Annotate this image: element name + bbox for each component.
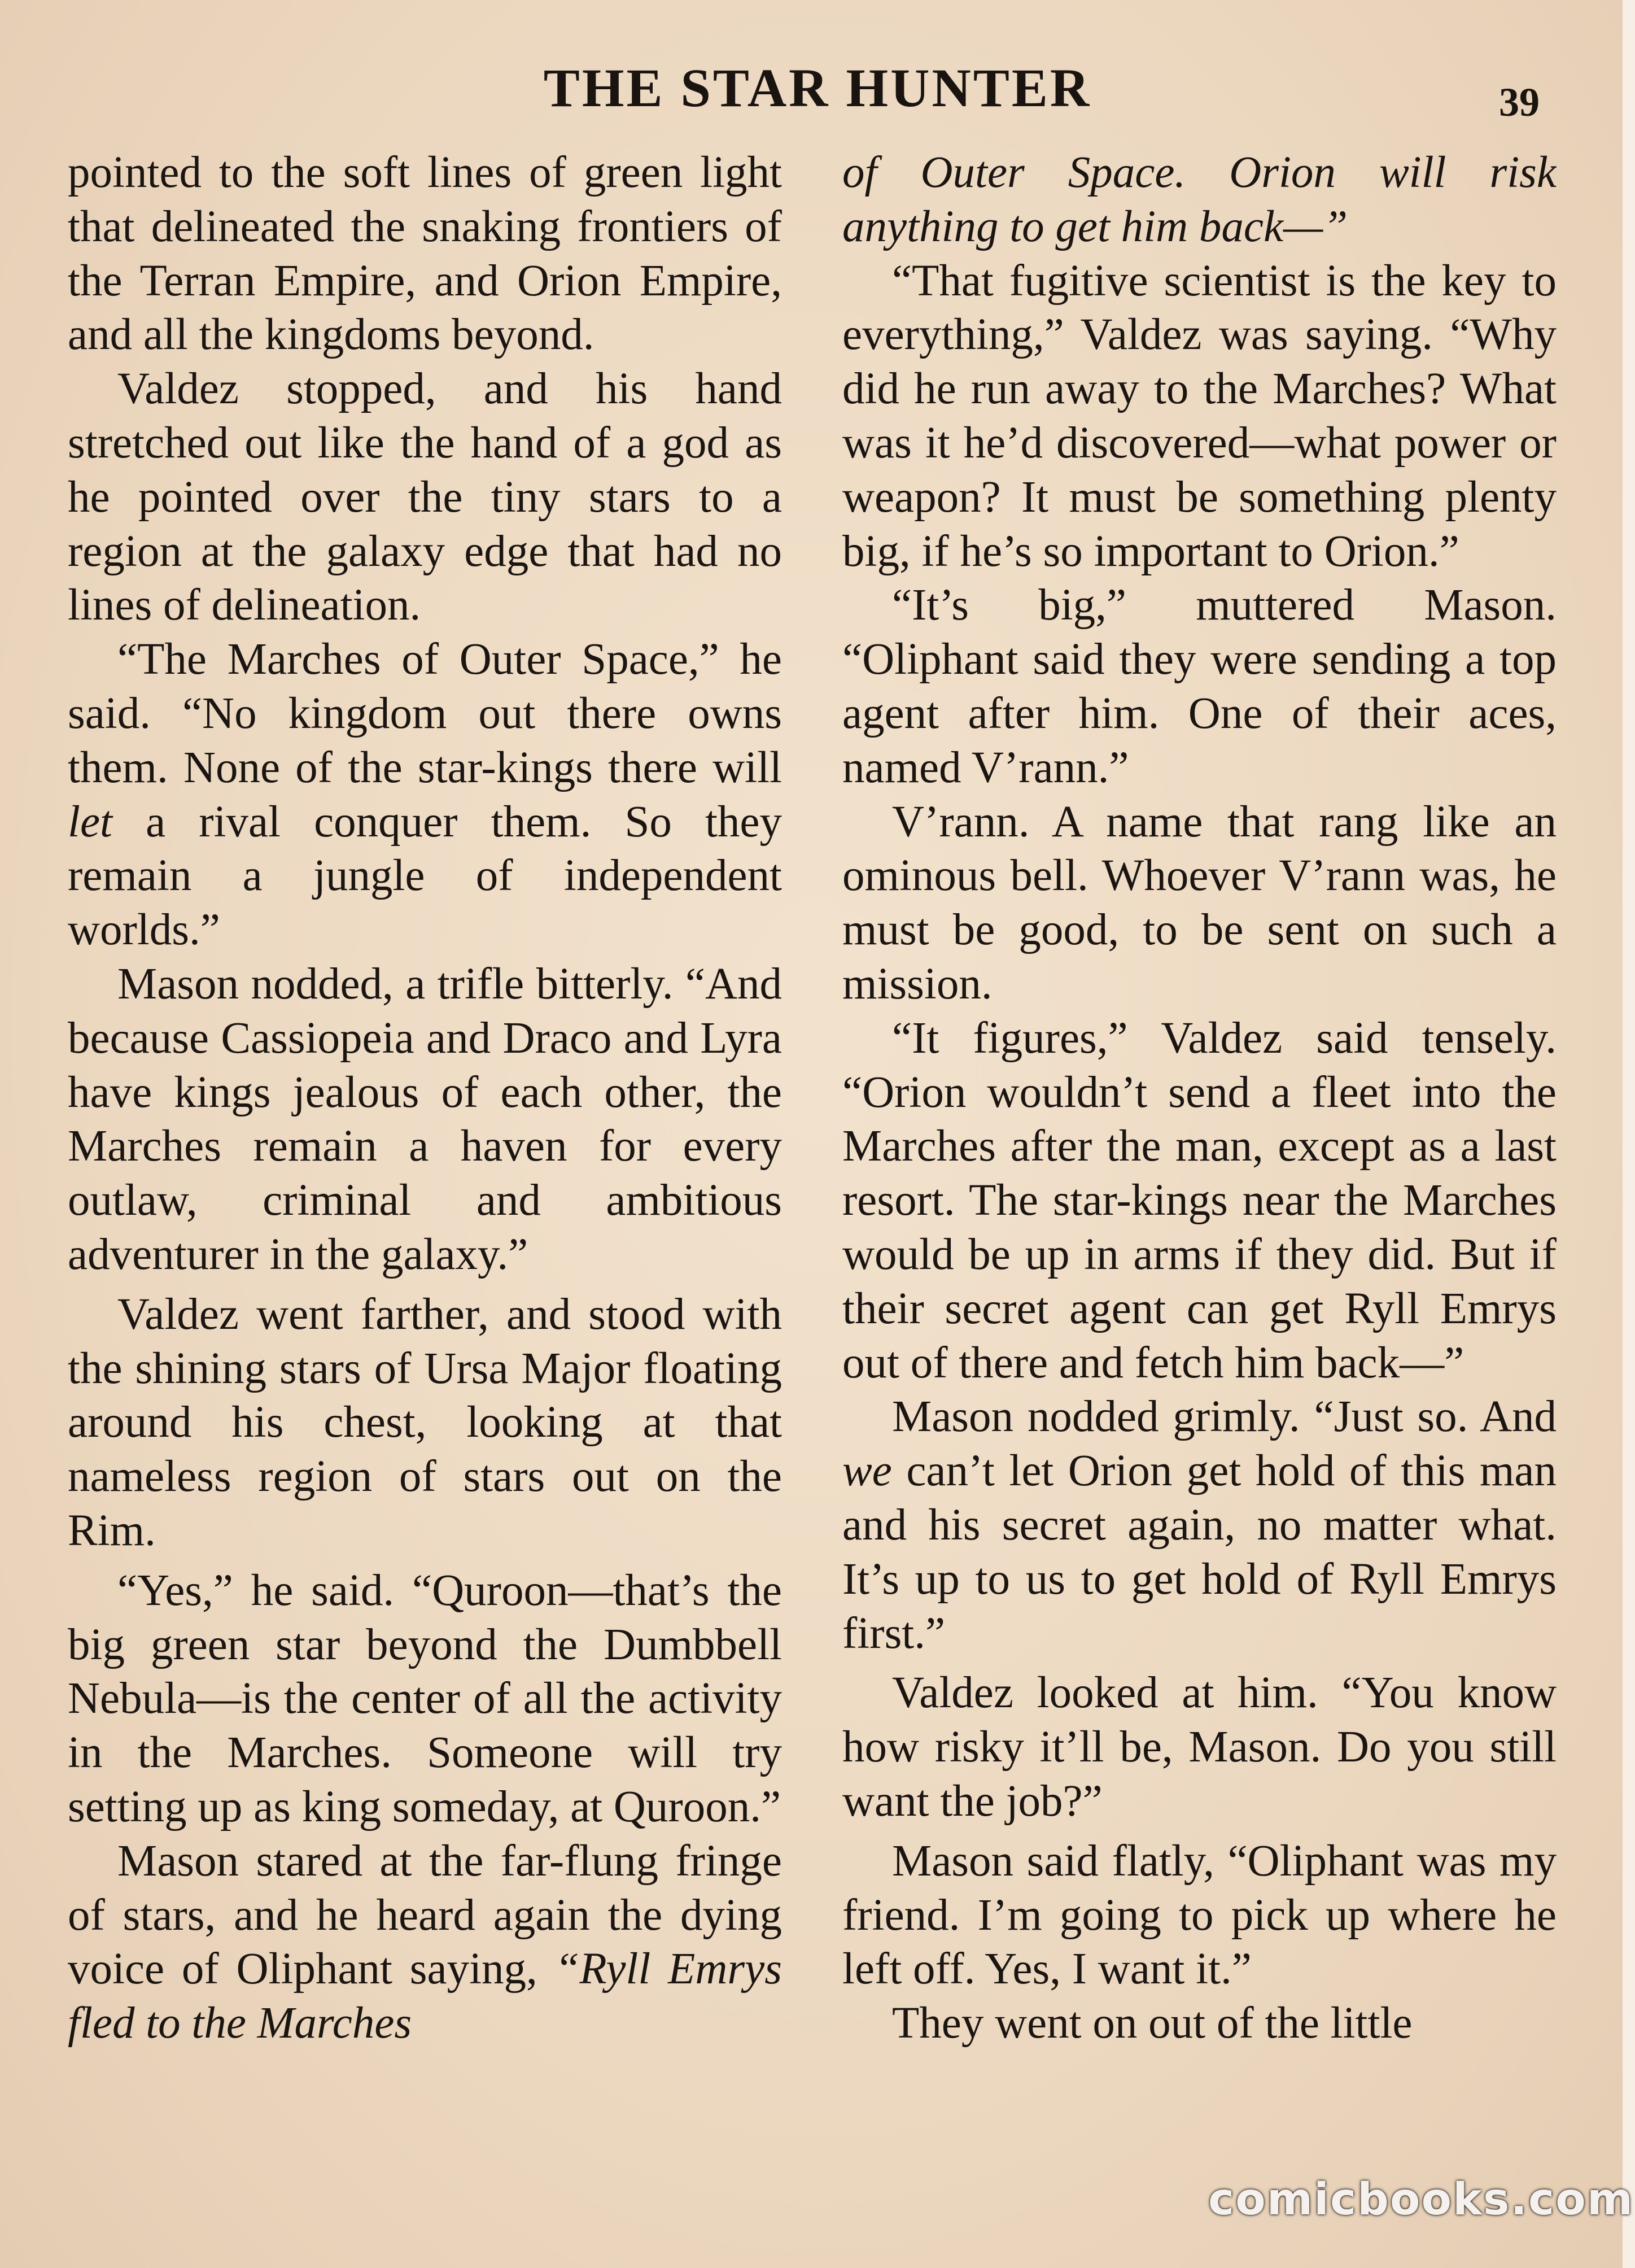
text-run: Mason stared at the far-flung fringe of stars, and he heard again the dying voice of Oliphant saying,: [68, 1836, 782, 1994]
running-head: THE STAR HUNTER: [543, 58, 1092, 118]
text-run: can’t let Orion get hold of this man and his secret again, no matter what. It’s up to us to get hold of Ryll Emrys first.”: [842, 1446, 1557, 1658]
paragraph: They went on out of the little: [892, 1999, 1413, 2048]
paragraph: “That fugitive scientist is the key to everything,” Valdez was saying. “Why did he run away to the Marches? What was it he’d discovered—what power or weapon? It must be something plenty big, if he’s so important to Orion.”: [842, 256, 1557, 576]
paragraph: pointed to the soft lines of green light that delineated the snaking frontiers of the Terran Empire, and Orion Empire, and all the kingdoms beyond.: [68, 148, 782, 360]
paragraph: “It’s big,” muttered Mason. “Oliphant said they were sending a top agent after him. One of their aces, named V’rann.”: [842, 581, 1557, 792]
paragraph: Valdez looked at him. “You know how risky it’ll be, Mason. Do you still want the job?”: [842, 1668, 1557, 1826]
text-run: Mason nodded grimly. “Just so. And: [892, 1392, 1557, 1442]
text-run: “The Marches of Outer Space,” he said. “No kingdom out there owns them. None of the star-kings there will: [68, 635, 782, 792]
paragraph: Mason said flatly, “Oliphant was my friend. I’m going to pick up where he left off. Yes, I want it.”: [842, 1836, 1557, 1994]
paragraph: Valdez stopped, and his hand stretched out like the hand of a god as he pointed over the tiny stars to a region at the galaxy edge that had no lines of delineation.: [68, 364, 782, 630]
paragraph: Mason nodded, a trifle bitterly. “And because Cassiopeia and Draco and Lyra have kings jealous of each other, the Marches remain a haven for every outlaw, criminal and ambitious adventurer in the galaxy.”: [68, 959, 782, 1279]
paragraph: of Outer Space. Orion will risk anything to get him back—”: [842, 148, 1557, 251]
page-edge: [1623, 0, 1635, 2268]
paragraph: [842, 1390, 1557, 1660]
paragraph: [68, 1834, 782, 2051]
page-number: 39: [1499, 80, 1540, 125]
italic-run: “Ryll Emrys fled to the Marches: [68, 1944, 782, 2048]
right-column: [842, 146, 1557, 2224]
italic-run: let: [68, 797, 112, 847]
paragraph: V’rann. A name that rang like an ominous bell. Whoever V’rann was, he must be good, to be sent on such a mission.: [842, 797, 1557, 1009]
paragraph: “Yes,” he said. “Quroon—that’s the big green star beyond the Dumbbell Nebula—is the center of all the activity in the Marches. Someone will try setting up as king someday, at Quroon.”: [68, 1565, 782, 1831]
paragraph: [68, 633, 782, 957]
watermark: comicbooks.com: [1208, 2174, 1634, 2225]
paragraph: Valdez went farther, and stood with the shining stars of Ursa Major floating around his chest, looking at that nameless region of stars out on the Rim.: [68, 1289, 782, 1555]
text-run: a rival conquer them. So they remain a jungle of independent worlds.”: [68, 797, 782, 955]
left-column: [68, 146, 782, 2224]
italic-run: we: [842, 1446, 892, 1496]
paragraph: “It figures,” Valdez said tensely. “Orion wouldn’t send a fleet into the Marches after the man, except as a last resort. The star-kings near the Marches would be up in arms if they did. But if their secret agent can get Ryll Emrys out of there and fetch him back—”: [842, 1013, 1557, 1388]
